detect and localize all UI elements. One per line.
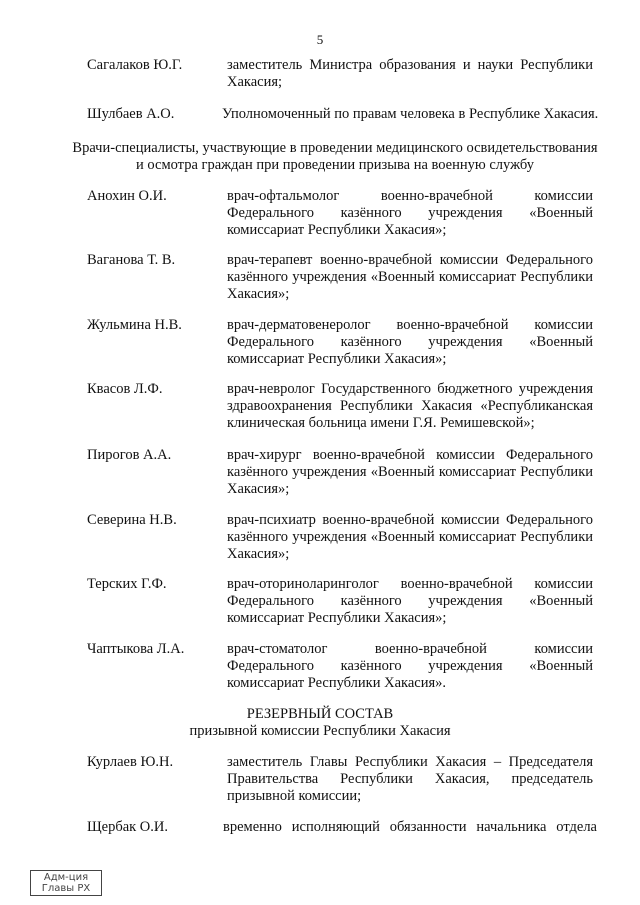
person-name: Жульмина Н.В. [87, 317, 182, 333]
person-role: врач-психиатр военно-врачебной комиссии Федерального казённого учреждения «Военный комиссариат Республики Хакасия»; [227, 512, 593, 562]
person-role: временно исполняющий обязанности начальника отдела [223, 819, 597, 835]
person-role: врач-дерматовенеролог военно-врачебной комиссии Федерального казённого учреждения «Военный комиссариат Республики Хакасия»; [227, 317, 593, 367]
person-role: врач-терапевт военно-врачебной комиссии Федерального казённого учреждения «Военный комиссариат Республики Хакасия»; [227, 252, 593, 302]
reserve-title: РЕЗЕРВНЫЙ СОСТАВ [246, 706, 394, 722]
person-name: Анохин О.И. [87, 188, 167, 204]
person-name: Северина Н.В. [87, 512, 177, 528]
person-name: Курлаев Ю.Н. [87, 754, 174, 770]
doctors-heading: Врачи-специалисты, участвующие в проведении медицинского освидетельствования и осмотра граждан при проведении призыва на военную службу [72, 140, 598, 173]
person-role: врач-оториноларинголог военно-врачебной комиссии Федерального казённого учреждения «Военный комиссариат Республики Хакасия»; [227, 576, 593, 626]
registration-stamp [30, 870, 102, 896]
person-name: Ваганова Т. В. [87, 252, 176, 268]
reserve-subtitle: призывной комиссии Республики Хакасия [189, 723, 451, 739]
stamp-line: Главы РХ [41, 883, 91, 894]
person-role: врач-невролог Государственного бюджетного учреждения здравоохранения Республики Хакасия «Республиканская клиническая больница имени Г.Я. Ремишевской»; [227, 381, 593, 431]
person-name: Чаптыкова Л.А. [87, 641, 185, 657]
person-role: врач-офтальмолог военно-врачебной комиссии Федерального казённого учреждения «Военный комиссариат Республики Хакасия»; [227, 188, 593, 238]
person-name: Шулбаев А.О. [87, 106, 175, 122]
person-name: Щербак О.И. [87, 819, 168, 835]
person-role: заместитель Министра образования и науки Республики Хакасия; [227, 57, 593, 90]
stamp-line: Адм-ция [43, 872, 89, 883]
person-role: врач-стоматолог военно-врачебной комиссии Федерального казённого учреждения «Военный комиссариат Республики Хакасия». [227, 641, 593, 691]
person-name: Терских Г.Ф. [87, 576, 167, 592]
person-name: Сагалаков Ю.Г. [87, 57, 183, 73]
page-number: 5 [316, 32, 324, 47]
person-role: Уполномоченный по правам человека в Республике Хакасия. [222, 106, 599, 122]
person-name: Квасов Л.Ф. [87, 381, 163, 397]
person-role: заместитель Главы Республики Хакасия – Председателя Правительства Республики Хакасия, председатель призывной комиссии; [227, 754, 593, 804]
person-role: врач-хирург военно-врачебной комиссии Федерального казённого учреждения «Военный комиссариат Республики Хакасия»; [227, 447, 593, 497]
person-name: Пирогов А.А. [87, 447, 172, 463]
